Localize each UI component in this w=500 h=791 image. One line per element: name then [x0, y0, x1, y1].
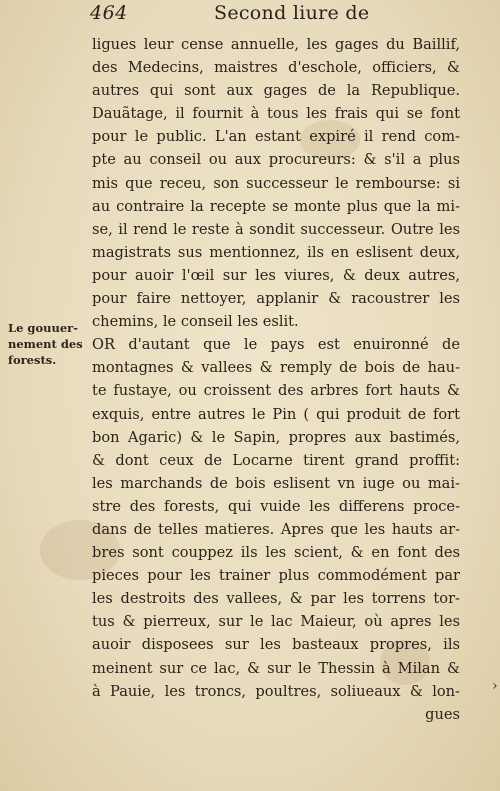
text-line: magistrats sus mentionnez, ils en eslisent deux,: [92, 243, 460, 261]
catchword: gues: [425, 705, 460, 723]
text-line: exquis, entre autres le Pin ( qui produit de fort: [92, 405, 460, 423]
text-line: des Medecins, maistres d'eschole, officiers, &: [92, 59, 460, 77]
text-line: meinent sur ce lac, & sur le Thessin à Milan &: [92, 659, 460, 677]
text-line: les destroits des vallees, & par les torrens tor-: [92, 590, 460, 608]
text-line: pour faire nettoyer, applanir & racoustrer les: [92, 290, 460, 308]
text-line: dans de telles matieres. Apres que les hauts ar-: [92, 520, 460, 538]
page-number: 464: [90, 2, 128, 24]
margin-note-line: forests.: [8, 353, 57, 367]
text-line: se, il rend le reste à sondit successeur. Outre les: [92, 220, 460, 238]
text-line: montagnes & vallees & remply de bois de hau-: [92, 359, 460, 377]
text-line: ligues leur cense annuelle, les gages du Baillif,: [92, 36, 460, 53]
text-line: tus & pierreux, sur le lac Maieur, où apres les: [92, 613, 460, 631]
margin-note: [8, 320, 90, 368]
running-head: Second liure de: [214, 2, 370, 24]
page-header: [90, 2, 470, 30]
text-line: au contraire la recepte se monte plus que la mi-: [92, 197, 460, 215]
page-edge-mark: ›: [492, 678, 498, 694]
text-line: pour le public. L'an estant expiré il rend com-: [92, 128, 460, 146]
paragraph-start-line: OR d'autant que le pays est enuironné de: [92, 336, 460, 354]
text-line: bon Agaric) & le Sapin, propres aux bastimés,: [92, 428, 460, 446]
text-line: Dauãtage, il fournit à tous les frais qui se font: [92, 105, 460, 123]
text-line: mis que receu, son successeur le rembourse: si: [92, 174, 460, 192]
text-line: & dont ceux de Locarne tirent grand proffit:: [92, 451, 460, 469]
body-text: [92, 33, 460, 726]
margin-note-line: Le gouuer-: [8, 321, 78, 335]
text-line: chemins, le conseil les eslit.: [92, 313, 299, 331]
text-line: à Pauie, les troncs, poultres, soliueaux & lon-: [92, 682, 460, 700]
text-line: autres qui sont aux gages de la Republique.: [92, 82, 460, 100]
text-line: auoir disposees sur les basteaux propres, ils: [92, 636, 460, 654]
text-line: les marchands de bois eslisent vn iuge ou mai-: [92, 474, 460, 492]
text-line: pte au conseil ou aux procureurs: & s'il a plus: [92, 151, 460, 169]
text-line: stre des forests, qui vuide les differens proce-: [92, 497, 460, 515]
text-line: pour auoir l'œil sur les viures, & deux autres,: [92, 266, 460, 284]
text-line: bres sont couppez ils les scient, & en font des: [92, 544, 460, 562]
margin-note-line: nement des: [8, 337, 83, 351]
text-line: pieces pour les trainer plus commodément par: [92, 567, 460, 585]
text-line: te fustaye, ou croissent des arbres fort hauts &: [92, 382, 460, 400]
